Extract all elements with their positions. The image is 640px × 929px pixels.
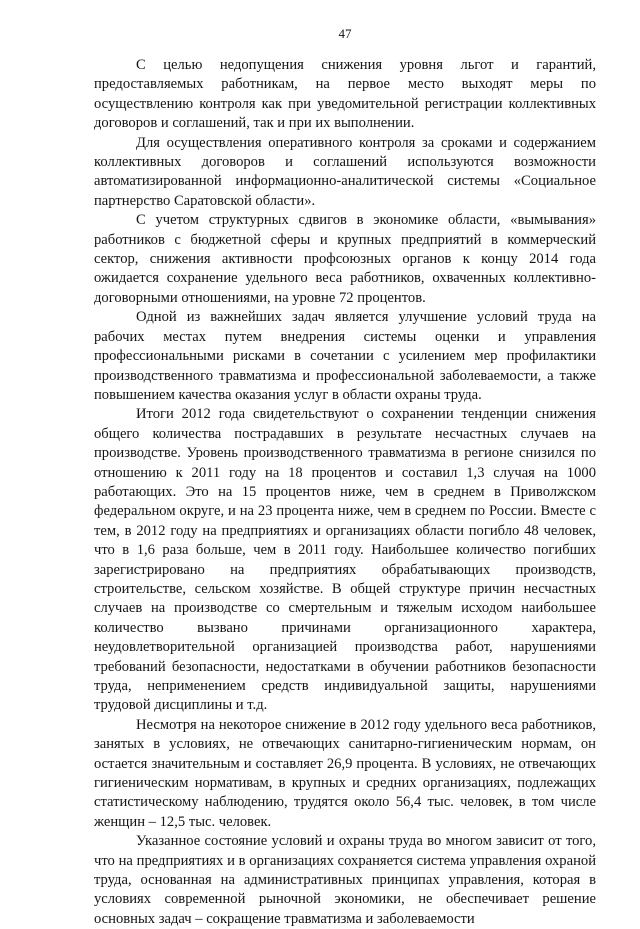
- paragraph-3: С учетом структурных сдвигов в экономике области, «вымывания» работников с бюджетной сферы и крупных предприятий в коммерческий сектор, снижения активности профсоюзных органов к концу 2014 года ожидается сохранение удельного веса работников, охваченных коллективно-договорными отношениями, на уровне 72 процентов.: [94, 212, 596, 306]
- paragraph-6: Несмотря на некоторое снижение в 2012 году удельного веса работников, занятых в условиях, не отвечающих санитарно-гигиеническим нормам, он остается значительным и составляет 26,9 процента. В условиях, не отвечающих гигиеническим нормативам, в крупных и средних организациях, подлежащих статистическому наблюдению, трудятся около 56,4 тыс. человек, в том числе женщин – 12,5 тыс. человек.: [94, 716, 596, 830]
- paragraph-7: Указанное состояние условий и охраны труда во многом зависит от того, что на предприятиях и в организациях сохраняется система управления охраной труда, основанная на административных принципах управления, которая в условиях современной рыночной экономики, не обеспечивает решение основных задач – сокращение травматизма и заболеваемости: [94, 833, 596, 927]
- paragraph-1: С целью недопущения снижения уровня льгот и гарантий, предоставляемых работникам, на первое место выходят меры по осуществлению контроля как при уведомительной регистрации коллективных договоров и соглашений, так и при их выполнении.: [94, 57, 596, 132]
- paragraph-5: Итоги 2012 года свидетельствуют о сохранении тенденции снижения общего количества пострадавших в результате несчастных случаев на производстве. Уровень производственного травматизма в регионе снизился по отношению к 2011 году на 18 процентов и составил 1,3 случая на 1000 работающих. Это на 15 процентов ниже, чем в среднем в Приволжском федеральном округе, и на 23 процента ниже, чем в среднем по России. Вместе с тем, в 2012 году на предприятиях и организациях области погибло 48 человек, что в 1,6 раза больше, чем в 2011 году. Наибольшее количество погибших зарегистрировано на предприятиях обрабатывающих производств, строительстве, сельском хозяйстве. В общей структуре причин несчастных случаев на производстве со смертельным и тяжелым исходом наибольшее количество вызвано причинами организационного характера, неудовлетворительной организацией производства работ, нарушениями требований безопасности, недостатками в обучении работников безопасности труда, неприменением средств индивидуальной защиты, нарушениями трудовой дисциплины и т.д.: [94, 406, 596, 714]
- page-number: 47: [338, 26, 352, 41]
- paragraph-4: Одной из важнейших задач является улучшение условий труда на рабочих местах путем внедрения системы оценки и управления профессиональными рисками в сочетании с усилением мер профилактики производственного травматизма и профессиональной заболеваемости, а также повышением качества оказания услуг в области охраны труда.: [94, 309, 596, 403]
- paragraph-2: Для осуществления оперативного контроля за сроками и содержанием коллективных договоров и соглашений используются возможности автоматизированной информационно-аналитической системы «Социальное партнерство Саратовской области».: [94, 134, 596, 209]
